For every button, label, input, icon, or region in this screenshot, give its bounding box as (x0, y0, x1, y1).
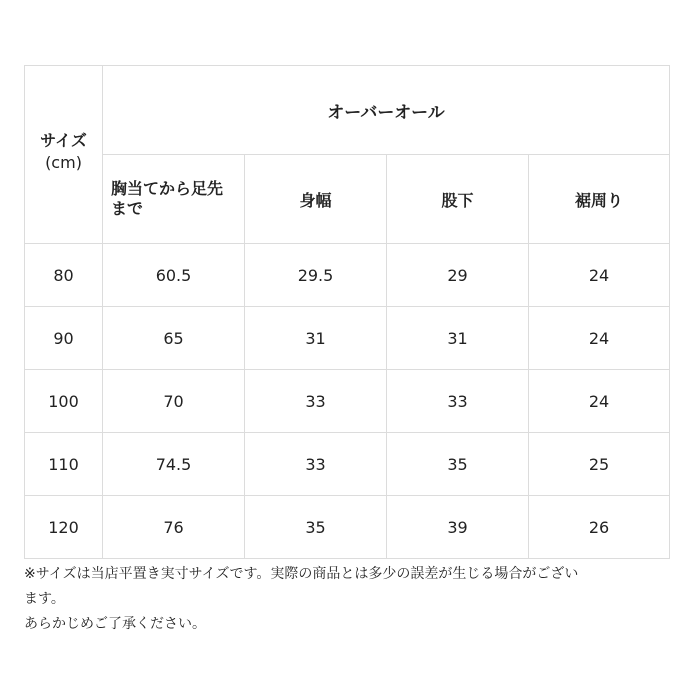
size-table (24, 65, 670, 559)
size-header-label: サイズ (40, 131, 87, 150)
table-header-row-group (25, 66, 670, 155)
size-cell: 100 (25, 370, 103, 433)
size-note (24, 562, 674, 637)
note-line: ※サイズは当店平置き実寸サイズです。実際の商品とは多少の誤差が生じる場合がござい (24, 566, 579, 582)
size-column-header (25, 66, 103, 244)
column-header-inseam: 股下 (387, 155, 529, 244)
size-header-unit: (cm) (45, 153, 82, 172)
table-row (25, 370, 670, 433)
value-cell: 74.5 (103, 433, 245, 496)
value-cell: 26 (529, 496, 670, 559)
size-cell: 110 (25, 433, 103, 496)
value-cell: 31 (245, 307, 387, 370)
value-cell: 33 (245, 370, 387, 433)
value-cell: 65 (103, 307, 245, 370)
value-cell: 35 (245, 496, 387, 559)
table-row (25, 307, 670, 370)
value-cell: 33 (387, 370, 529, 433)
value-cell: 31 (387, 307, 529, 370)
value-cell: 25 (529, 433, 670, 496)
value-cell: 39 (387, 496, 529, 559)
table-row (25, 244, 670, 307)
value-cell: 24 (529, 307, 670, 370)
value-cell: 76 (103, 496, 245, 559)
note-line: ます。 (24, 591, 65, 607)
size-cell: 120 (25, 496, 103, 559)
size-cell: 80 (25, 244, 103, 307)
table-header-row-columns (25, 155, 670, 244)
column-header-bib-to-foot: 胸当てから足先 まで (103, 155, 245, 244)
column-header-hem: 裾周り (529, 155, 670, 244)
value-cell: 29 (387, 244, 529, 307)
table-row (25, 433, 670, 496)
value-cell: 24 (529, 244, 670, 307)
note-line: あらかじめご了承ください。 (24, 616, 206, 632)
value-cell: 33 (245, 433, 387, 496)
table-row (25, 496, 670, 559)
value-cell: 29.5 (245, 244, 387, 307)
value-cell: 60.5 (103, 244, 245, 307)
value-cell: 70 (103, 370, 245, 433)
size-cell: 90 (25, 307, 103, 370)
value-cell: 35 (387, 433, 529, 496)
column-header-width: 身幅 (245, 155, 387, 244)
value-cell: 24 (529, 370, 670, 433)
product-group-header: オーバーオール (103, 66, 670, 155)
